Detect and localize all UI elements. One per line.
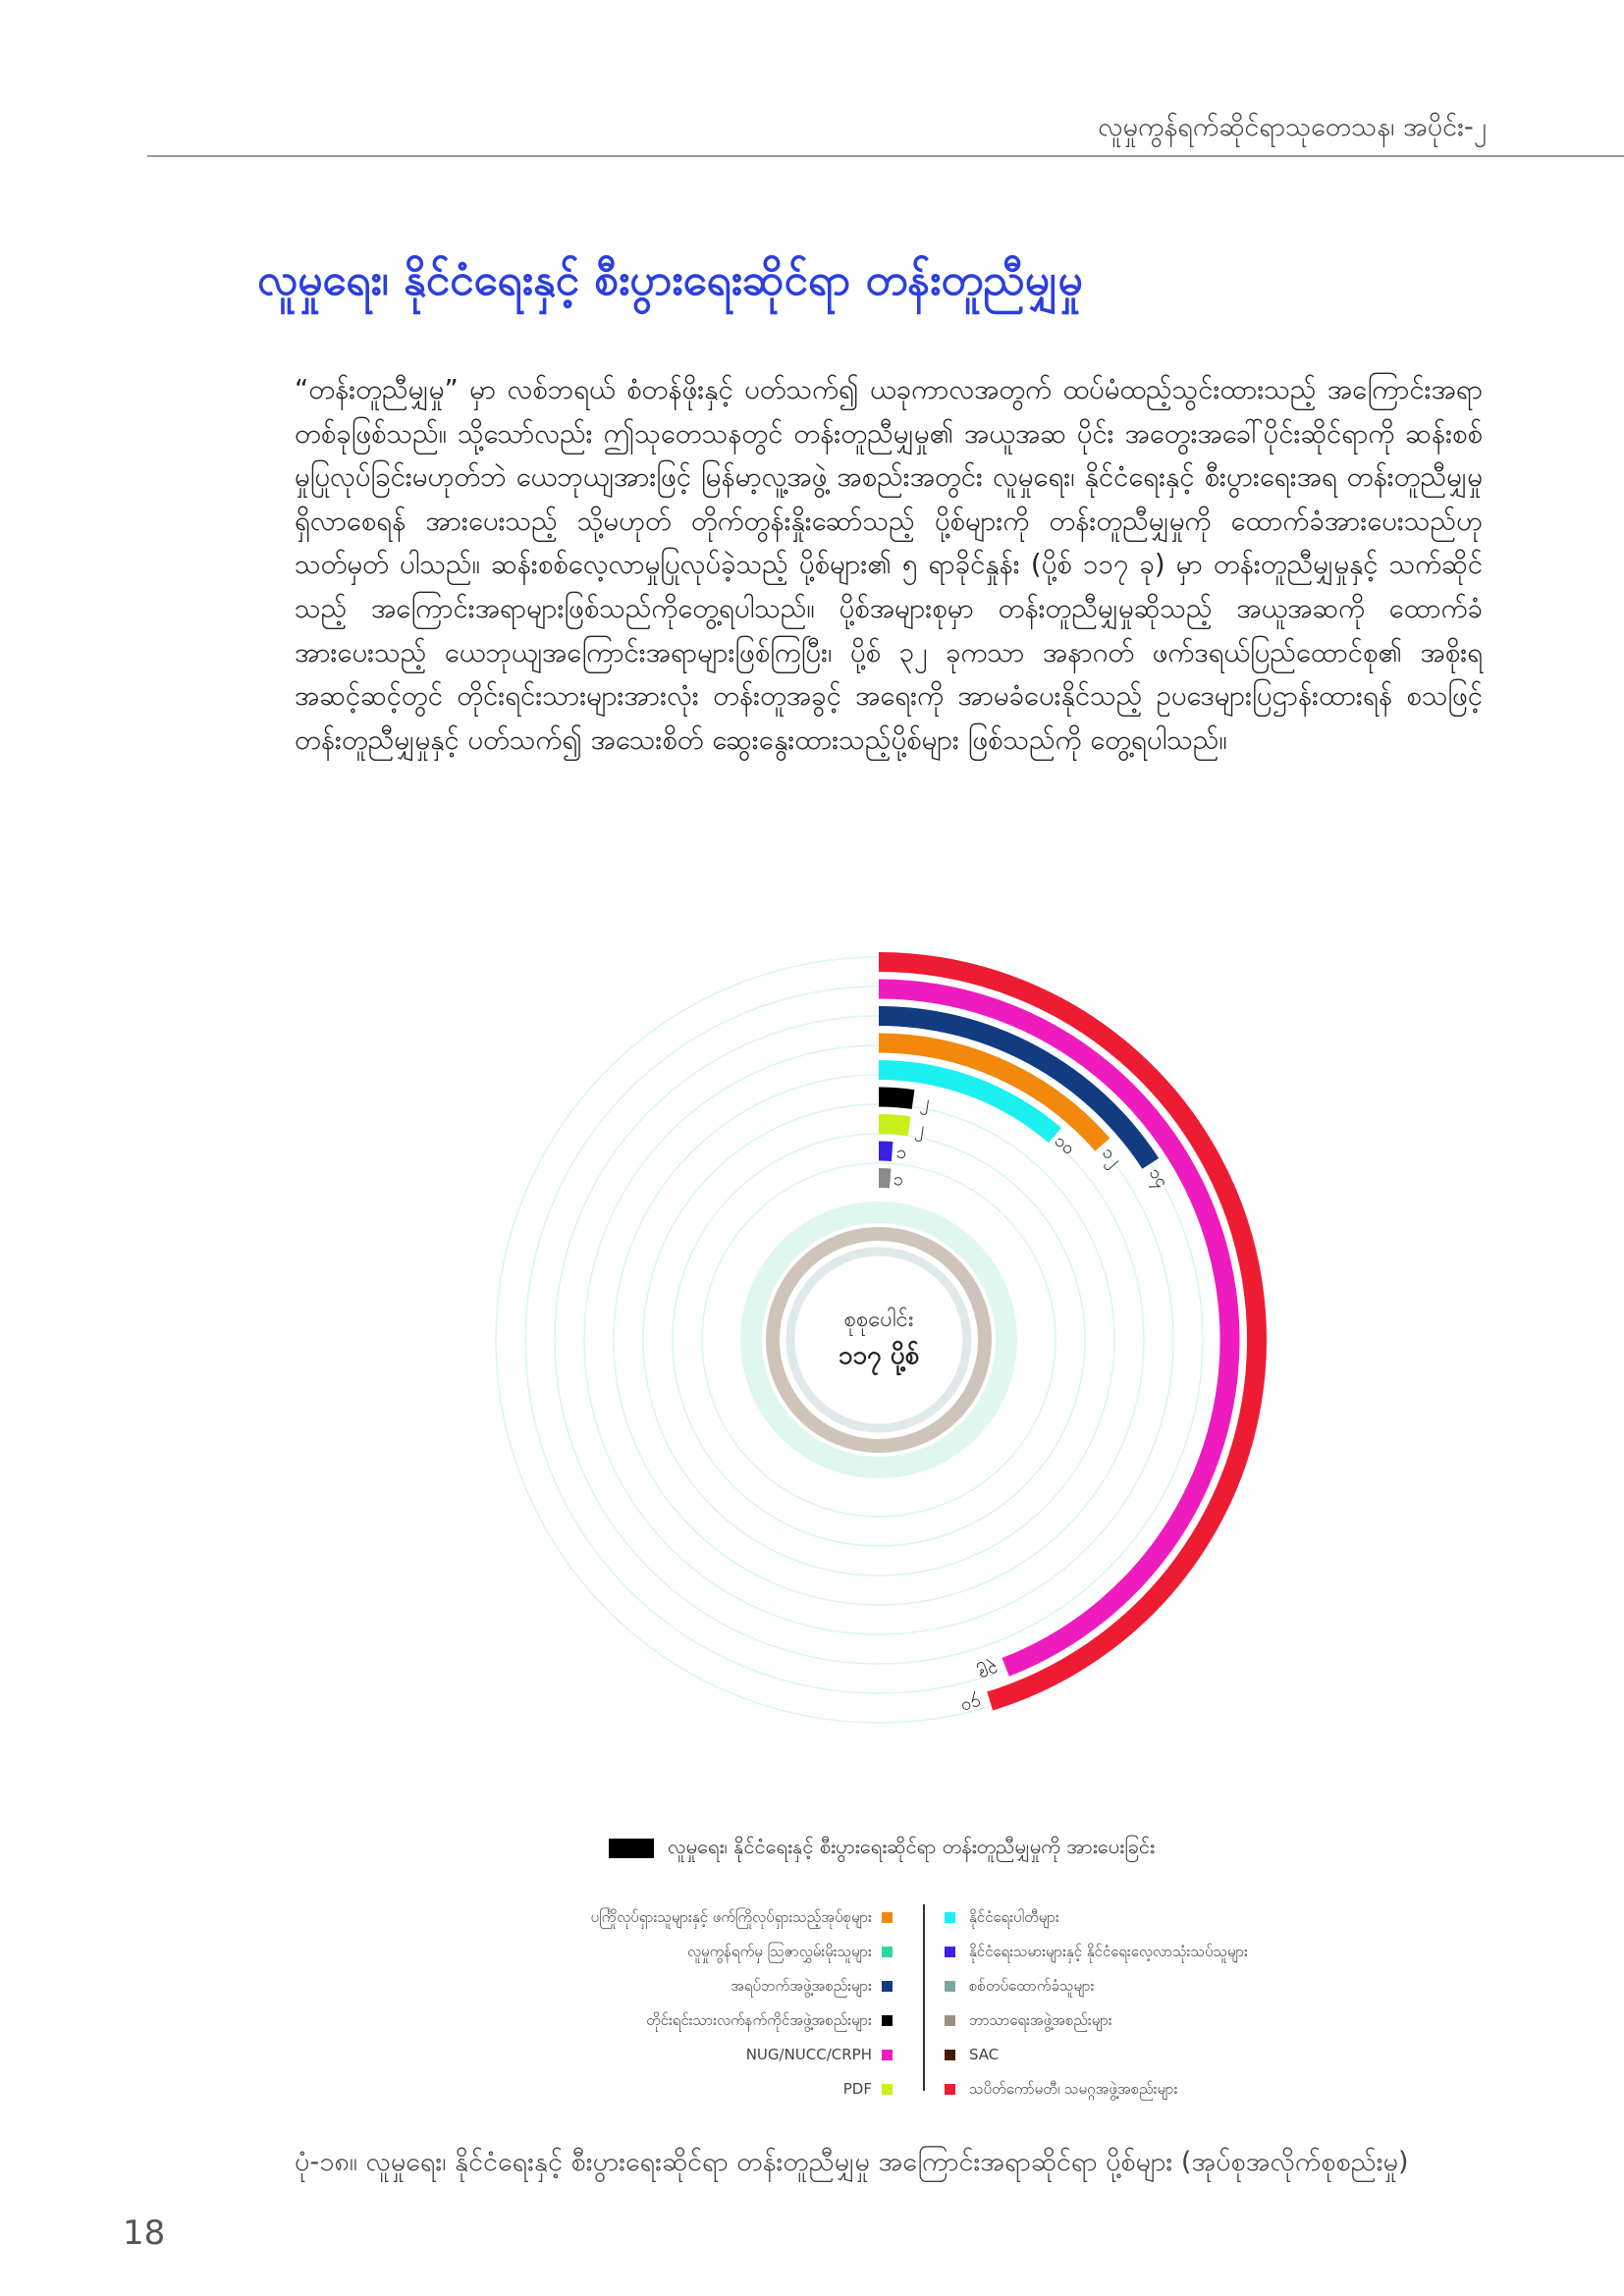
- bar-value-label: ၁၀: [1050, 1130, 1079, 1159]
- legend-key-swatch: [609, 1839, 654, 1858]
- legend-left-item: [591, 2038, 893, 2072]
- legend-right-label: SAC: [969, 2046, 1000, 2063]
- page-number: 18: [123, 2214, 166, 2253]
- legend-left-swatch: [882, 1912, 893, 1923]
- legend-left-label: PDF: [842, 2080, 872, 2098]
- radial-bar-chart: [461, 942, 1276, 1719]
- center-value: ၁၁၇ ပို့စ်: [838, 1341, 920, 1370]
- legend-right-label: စစ်တပ်ထောက်ခံသူများ: [969, 1977, 1095, 1995]
- legend-left-label: အရပ်ဘက်အဖွဲ့အစည်းများ: [731, 1977, 872, 1995]
- legend-right-swatch: [945, 2050, 955, 2060]
- legend-right-swatch: [945, 2084, 955, 2095]
- bar-value-label: ၃၉: [975, 1659, 1002, 1686]
- legend-left-swatch: [882, 2084, 893, 2095]
- legend-left-label: လူမှုကွန်ရက်မှ ဩဇာလွှမ်းမိုးသူများ: [686, 1943, 872, 1960]
- legend-right-swatch: [945, 2015, 955, 2026]
- legend-right-label: နိုင်ငံရေးသမားများနှင့် နိုင်ငံရေးလေ့လာသုံးသပ်သူများ: [969, 1943, 1248, 1960]
- radial-bar: [879, 1097, 913, 1099]
- bar-value-label: ၁: [893, 1168, 904, 1191]
- bar-value-label: ၁၄: [1144, 1163, 1173, 1192]
- section-heading: လူမှုရေး၊ နိုင်ငံရေးနှင့် စီးပွားရေးဆိုင်ရာ တန်းတူညီမျှမှု: [257, 255, 1083, 305]
- legend-left-swatch: [882, 2050, 893, 2060]
- legend-left-item: [591, 2003, 893, 2038]
- guide-ring: [673, 1134, 1085, 1546]
- legend-divider: [923, 1904, 925, 2091]
- inner-ring-inner: [790, 1252, 967, 1428]
- legend-left-label: NUG/NUCC/CRPH: [745, 2046, 872, 2063]
- legend-right-item: [945, 2072, 1248, 2107]
- legend-left-item: [591, 1900, 893, 1935]
- legend-left-swatch: [882, 1947, 893, 1957]
- bar-value-label: ၄၀: [958, 1692, 985, 1719]
- legend-right-label: သပိတ်ကော်မတီ၊ သမဂ္ဂအဖွဲ့အစည်းများ: [969, 2080, 1178, 2098]
- header-divider: [147, 155, 1624, 157]
- legend-left-swatch: [882, 1981, 893, 1992]
- legend-right-item: [945, 2003, 1248, 2038]
- legend-left-label: ပင်္ကြိုလုပ်ရှားသူများနှင့် ဖက်ကြိုလုပ်ရှားသည့်အုပ်စုများ: [590, 1908, 872, 1926]
- legend-key-label: လူမှုရေး၊ နိုင်ငံရေးနှင့် စီးပွားရေးဆိုင်ရာ တန်းတူညီမျှမှုကို အားပေးခြင်း: [668, 1835, 1156, 1858]
- legend-right-swatch: [945, 1947, 955, 1957]
- bar-value-label: ၁၂: [1097, 1142, 1126, 1171]
- legend-left-label: တိုင်းရင်းသားလက်နက်ကိုင်အဖွဲ့အစည်းများ: [646, 2011, 872, 2029]
- legend-right-item: [945, 2038, 1248, 2072]
- legend-right-swatch: [945, 1981, 955, 1992]
- legend-right-item: [945, 1900, 1248, 1935]
- bar-value-label: ၂: [919, 1091, 932, 1113]
- legend-right-swatch: [945, 1912, 955, 1923]
- radial-bar: [879, 1124, 909, 1126]
- legend-right-label: ဘာသာရေးအဖွဲ့အစည်းများ: [969, 2011, 1112, 2029]
- legend-left-column: [591, 1900, 893, 2107]
- figure-caption: ပုံ-၁၈။ လူမှုရေး၊ နိုင်ငံရေးနှင့် စီးပွားရေးဆိုင်ရာ တန်းတူညီမျှမှု အကြောင်းအရာဆိုင်ရာ ပို့စ်များ (အုပ်စုအလိုက်စုစည်းမှု): [295, 2147, 1409, 2177]
- running-header: လူမှုကွန်ရက်ဆိုင်ရာသုတေသန၊ အပိုင်း-၂: [1098, 112, 1487, 142]
- center-label: စုစုပေါင်း: [843, 1308, 914, 1332]
- legend-left-item: [591, 1969, 893, 2003]
- bar-value-label: ၁: [895, 1142, 908, 1164]
- legend-right-item: [945, 1969, 1248, 2003]
- legend-left-item: [591, 2072, 893, 2107]
- legend-left-item: [591, 1935, 893, 1969]
- bar-value-label: ၂: [914, 1117, 926, 1140]
- legend-right-column: [945, 1900, 1248, 2107]
- legend-right-item: [945, 1935, 1248, 1969]
- legend-right-label: နိုင်ငံရေးပါတီများ: [969, 1908, 1059, 1926]
- legend-key: [609, 1836, 1155, 1861]
- legend-left-swatch: [882, 2015, 893, 2026]
- body-paragraph: “တန်းတူညီမျှမှု” မှာ လစ်ဘရယ် စံတန်ဖိုးနှင့် ပတ်သက်၍ ယခုကာလအတွက် ထပ်မံထည့်သွင်းထားသည့် အကြောင်းအရာတစ်ခုဖြစ်သည်။ သို့သော်လည်း ဤသုတေသနတွင် တန်းတူညီမျှမှု၏ အယူအဆ ပိုင်း အတွေးအခေါ်ပိုင်းဆိုင်ရာကို ဆန်းစစ်မှုပြုလုပ်ခြင်းမဟုတ်ဘဲ ယေဘုယျအားဖြင့် မြန်မာ့လူ့အဖွဲ့ အစည်းအတွင်း လူမှုရေး၊ နိုင်ငံရေးနှင့် စီးပွားရေးအရ တန်းတူညီမျှမှု ရှိလာစေရန် အားပေးသည့် သို့မဟုတ် တိုက်တွန်းနှိုးဆော်သည့် ပို့စ်များကို တန်းတူညီမျှမှုကို ထောက်ခံအားပေးသည်ဟု သတ်မှတ် ပါသည်။ ဆန်းစစ်လေ့လာမှုပြုလုပ်ခဲ့သည့် ပို့စ်များ၏ ၅ ရာခိုင်နှုန်း (ပို့စ် ၁၁၇ ခု) မှာ တန်းတူညီမျှမှုနှင့် သက်ဆိုင်သည့် အကြောင်းအရာများဖြစ်သည်ကိုတွေ့ရပါသည်။ ပို့စ်အများစုမှာ တန်းတူညီမျှမှုဆိုသည့် အယူအဆကို ထောက်ခံအားပေးသည့် ယေဘုယျအကြောင်းအရာများဖြစ်ကြပြီး၊ ပို့စ် ၃၂ ခုကသာ အနာဂတ် ဖက်ဒရယ်ပြည်ထောင်စု၏ အစိုးရအဆင့်ဆင့်တွင် တိုင်းရင်းသားများအားလုံး တန်းတူအခွင့် အရေးကို အာမခံပေးနိုင်သည့် ဥပဒေများပြဌာန်းထားရန် စသဖြင့် တန်းတူညီမျှမှုနှင့် ပတ်သက်၍ အသေးစိတ် ဆွေးနွေးထားသည့်ပို့စ်များ ဖြစ်သည်ကို တွေ့ရပါသည်။: [295, 374, 1483, 756]
- inner-ring-middle: [773, 1234, 985, 1446]
